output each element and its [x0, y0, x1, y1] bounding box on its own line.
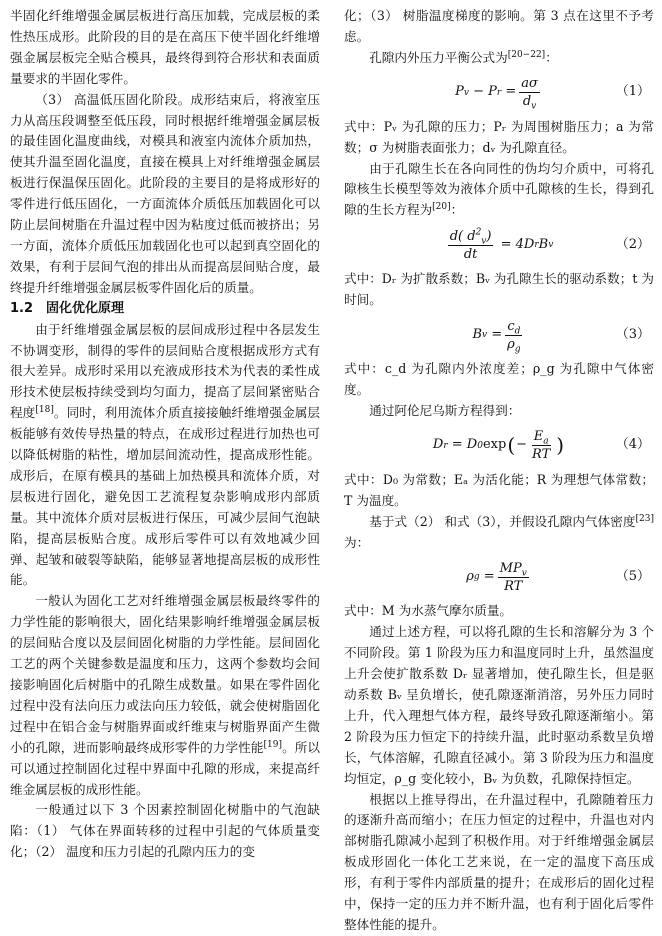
equation-3: B v = $\frac{c_d}{\rho_g}$ （3） [472, 318, 650, 355]
equation-2-legend: 式中：Dᵣ 为扩散系数；Bᵥ 为孔隙生长的驱动系数；t 为时间。 [344, 271, 654, 308]
equation-2-number: （2） [615, 236, 650, 252]
equation-4-legend: 式中：D₀ 为常数；Eₐ 为活化能；R 为理想气体常数；T 为温度。 [344, 471, 654, 508]
conclusion-paragraph: 根据以上推导得出，在升温过程中，孔隙随着压力的逐渐升高而缩小；在压力恒定的过程中，升温也对内部树脂孔隙减小起到了积极作用。对于纤维增强金属层板成形固化一体化工艺来说，在一定的温度下高压成形，有利于零件内部质量的提升；在成形后的固化过程中，保持一定的压力并不断升温，也有利于固化后零件整体性能的提升。 [344, 791, 654, 932]
arrhenius-intro: 通过阿伦尼乌斯方程得到： [369, 402, 521, 418]
equation-3-number: （3） [615, 326, 650, 342]
curing-process-paragraph: 一般认为固化工艺对纤维增强金属层板最终零件的力学性能的影响很大，固化结果影响纤维增强金属层板的层间贴合度以及层间固化树脂的力学性能。层间固化工艺的两个关键参数是温度和压力，这两个参数均会间接影响固化后树脂中的孔隙生成数量。如果在零件固化过程中没有法向压力或法向压力较低，就会使树脂固化过程中在铝合金与树脂界面或纤维束与树脂界面产生微小的孔隙，进而影响最终成形零件的力学性能[19]。所以可以通过控制固化过程中界面中孔隙的形成，来提高纤维金属层板的成形性能。 [10, 593, 321, 797]
equation-5-number: （5） [615, 568, 650, 584]
equation-5-legend: 式中：M 为水蒸气摩尔质量。 [344, 603, 513, 619]
right-paragraph-1: 化；（3） 树脂温度梯度的影响。第 3 点在这里不予考虑。 [344, 8, 654, 44]
principle-paragraph: 由于纤维增强金属层板的层间成形过程中各层发生不协调变形，制得的零件的层间贴合度根据成形方式有很大差异。成形时采用以充液成形技术为代表的柔性成形技术使层板持续受到均匀面力，提高了层间紧密贴合程度[18]。同时，利用流体介质直接接触纤维增强金属层板能够有效传导热量的特点，在成形过程进行加热也可以降低树脂的粘性，增加层间流动性，提高成形性能。成形后，在原有模具的基础上加热模具和流体介质，对层板进行固化，避免因工艺流程复杂影响成形内部质量。其中流体介质对层板进行保压，可减少层间气泡缺陷，提高层板贴合度。成形后零件可以有效地减少回弹、起皱和破裂等缺陷，能够显著地提高层板的成形性能。 [10, 321, 321, 588]
three-stages-paragraph: 通过上述方程，可以将孔隙的生长和溶解分为 3 个不同阶段。第 1 阶段为压力和温度同时上升，虽然温度上升会使扩散系数 Dᵣ 显著增加，使孔隙生长，但是驱动系数 Bᵥ 呈负增长，使孔隙逐渐消溶，另外压力同时上升，代入理想气体方程，最终导致孔隙逐渐缩小。第 2 阶段为压力恒定下的持续升温，此时驱动系数呈负增长，气体溶解，孔隙直径减小。第 3 阶段为压力和温度均恒定，ρ_g 变化较小，Bᵥ 为负数，孔隙保持恒定。 [344, 624, 654, 786]
citation-20: [20] [432, 202, 451, 213]
equation-3-legend: 式中：c_d 为孔隙内外浓度差；ρ_g 为孔隙中气体密度。 [344, 361, 655, 397]
gas-density-intro: 基于式（2） 和式（3），并假设孔隙内气体密度[23]为： [344, 513, 654, 550]
stage-3-paragraph: （3） 高温低压固化阶段。成形结束后，将液室压力从高压段调整至低压段，同时根据纤维增强金属层板的最佳固化温度曲线，对模具和液室内流体介质加热，使其升温至固化温度，直接在模具上对纤维增强金属层板进行保温保压固化。此阶段的主要目的是将成形好的零件进行低压固化，一方面流体介质低压加载固化可以防止层间树脂在升温过程中因为粘度过低而被挤出；另一方面，流体介质低压加载固化也可以起到真空固化的效果，有利于层间气泡的排出从而提高层间贴合度，最终提升纤维增强金属层板零件固化后的质量。 [10, 91, 320, 295]
growth-model-paragraph: 由于孔隙生长在各向同性的伪均匀介质中，可将孔隙核生长模型等效为液体介质中孔隙核的生长，得到孔隙的生长方程为[20]： [344, 160, 654, 218]
citation-18: [18] [35, 405, 54, 416]
section-heading-1-2: 1.2 固化优化原理 [10, 300, 125, 316]
equation-1-legend: 式中：Pᵥ 为孔隙的压力；Pᵣ 为周围树脂压力；a 为常数；σ 为树脂表面张力；dᵥ 为孔隙直径。 [344, 118, 654, 155]
right-column [344, 6, 654, 936]
factors-paragraph: 一般通过以下 3 个因素控制固化树脂中的气泡缺陷：（1） 气体在界面转移的过程中引起的气体质量变化；（2） 温度和压力引起的孔隙内压力的变 [10, 802, 320, 860]
equation-1-number: （1） [615, 84, 650, 100]
equation-5: ρ g = $\frac{MP_v}{RT}$ （5） [466, 560, 650, 594]
equation-1: P v − P r = $\frac{a\sigma}{d_v}$ （1） [455, 76, 650, 112]
equation-2: $\frac{d( d^2_v)}{dt}$ = 4D r B v （2） [449, 227, 650, 262]
left-column [10, 6, 320, 863]
left-paragraph-1: 半固化纤维增强金属层板进行高压加载，完成层板的柔性热压成形。此阶段的目的是在高压下使半固化纤维增强金属层板完全贴合模具，最终得到符合形状和表面质量要求的半固化零件。 [10, 8, 320, 86]
equation-4-number: （4） [615, 437, 650, 453]
citation-19: [19] [263, 739, 282, 750]
equation-4: D r = D 0 exp ( − $\frac{E_a}{RT}$ ) （4） [432, 429, 650, 463]
pressure-balance-intro: 孔隙内外压力平衡公式为[20−22]： [369, 49, 558, 65]
citation-20-22: [20−22] [507, 49, 546, 60]
citation-23: [23] [635, 513, 654, 524]
